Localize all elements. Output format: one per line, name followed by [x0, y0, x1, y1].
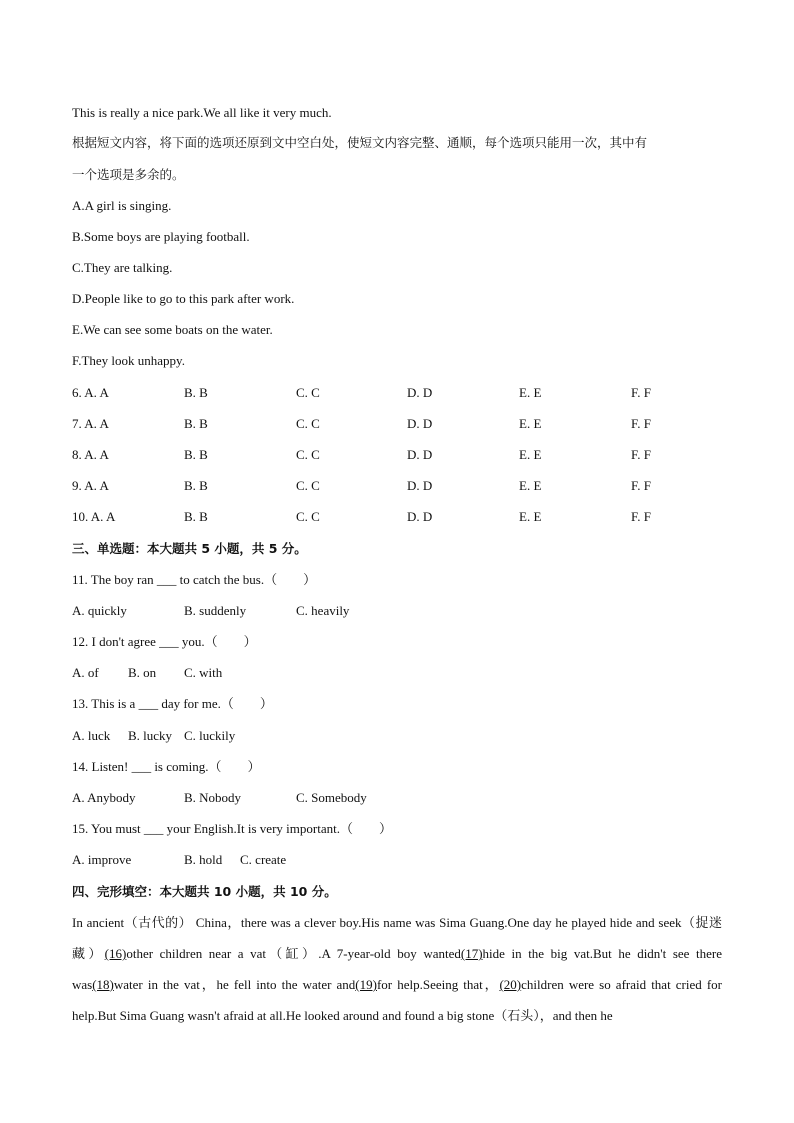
option-f[interactable]: F. F [631, 447, 651, 462]
cloze-text: children were so afraid that cried for help.But Sima Guang wasn't afraid at all.He looked around and found a big stone（石头），and then he [72, 977, 722, 1023]
option-b[interactable]: B. B [184, 509, 208, 524]
q14-option-b[interactable]: B. Nobody [184, 790, 242, 805]
choice-f: F.They look unhappy. [72, 353, 185, 368]
q13-option-b[interactable]: B. lucky [128, 728, 173, 743]
option-f[interactable]: F. F [631, 509, 651, 524]
option-a[interactable]: 9. A. A [72, 478, 109, 493]
option-d[interactable]: D. D [407, 385, 433, 400]
option-b[interactable]: B. B [184, 447, 208, 462]
q12-option-b[interactable]: B. on [128, 665, 157, 680]
option-f[interactable]: F. F [631, 385, 651, 400]
section-4-heading: 四、完形填空：本大题共 10 小题，共 10 分。 [72, 884, 337, 899]
option-d[interactable]: D. D [407, 416, 433, 431]
q12-option-c[interactable]: C. with [184, 665, 223, 680]
blank-16[interactable]: (16) [104, 946, 127, 961]
option-e[interactable]: E. E [519, 447, 542, 462]
q14-option-a[interactable]: A. Anybody [72, 790, 136, 805]
q13-option-a[interactable]: A. luck [72, 728, 111, 743]
cloze-text: water in the vat，he fell into the water and [113, 977, 356, 992]
choice-c: C.They are talking. [72, 260, 173, 275]
question-15-stem: 15. You must ___ your English.It is very important.（ ） [72, 821, 392, 836]
option-d[interactable]: D. D [407, 478, 433, 493]
option-a[interactable]: 6. A. A [72, 385, 109, 400]
question-14-stem: 14. Listen! ___ is coming.（ ） [72, 759, 261, 774]
option-e[interactable]: E. E [519, 478, 542, 493]
question-12-stem: 12. I don't agree ___ you.（ ） [72, 634, 257, 649]
option-e[interactable]: E. E [519, 416, 542, 431]
option-c[interactable]: C. C [296, 447, 320, 462]
blank-19[interactable]: (19) [355, 977, 377, 992]
instructions-line-1: 根据短文内容，将下面的选项还原到文中空白处，使短文内容完整、通顺，每个选项只能用一次，其中有 [72, 135, 648, 150]
question-13-stem: 13. This is a ___ day for me.（ ） [72, 696, 273, 711]
q11-option-b[interactable]: B. suddenly [184, 603, 247, 618]
q15-option-a[interactable]: A. improve [72, 852, 132, 867]
option-c[interactable]: C. C [296, 416, 320, 431]
option-c[interactable]: C. C [296, 478, 320, 493]
option-c[interactable]: C. C [296, 509, 320, 524]
question-11-stem: 11. The boy ran ___ to catch the bus.（ ） [72, 572, 317, 587]
section-3-heading: 三、单选题：本大题共 5 小题，共 5 分。 [72, 541, 307, 556]
option-b[interactable]: B. B [184, 385, 208, 400]
choice-e: E.We can see some boats on the water. [72, 322, 273, 337]
q15-option-c[interactable]: C. create [240, 852, 287, 867]
option-b[interactable]: B. B [184, 478, 208, 493]
cloze-text: other children near a vat（缸）.A 7-year-old boy wanted [126, 946, 461, 961]
cloze-text: In ancient（古代的） China，there was a clever boy.His name was Sima Guang.One day he played hide and seek（捉迷藏） [72, 915, 722, 961]
q15-option-b[interactable]: B. hold [184, 852, 223, 867]
option-e[interactable]: E. E [519, 385, 542, 400]
cloze-text: hide in the big vat.But he didn't see there was [72, 946, 722, 992]
option-e[interactable]: E. E [519, 509, 542, 524]
cloze-text: for help.Seeing that， [376, 977, 500, 992]
option-a[interactable]: 10. A. A [72, 509, 116, 524]
q14-option-c[interactable]: C. Somebody [296, 790, 367, 805]
q12-option-a[interactable]: A. of [72, 665, 99, 680]
choice-b: B.Some boys are playing football. [72, 229, 250, 244]
option-c[interactable]: C. C [296, 385, 320, 400]
q11-option-a[interactable]: A. quickly [72, 603, 127, 618]
q11-option-c[interactable]: C. heavily [296, 603, 350, 618]
option-f[interactable]: F. F [631, 478, 651, 493]
blank-18[interactable]: (18) [92, 977, 114, 992]
choice-a: A.A girl is singing. [72, 198, 172, 213]
option-f[interactable]: F. F [631, 416, 651, 431]
intro-line: This is really a nice park.We all like it very much. [72, 105, 332, 120]
instructions-line-2: 一个选项是多余的。 [72, 167, 185, 182]
blank-20[interactable]: (20) [499, 977, 522, 992]
blank-17[interactable]: (17) [460, 946, 483, 961]
option-d[interactable]: D. D [407, 509, 433, 524]
option-b[interactable]: B. B [184, 416, 208, 431]
option-a[interactable]: 7. A. A [72, 416, 109, 431]
q13-option-c[interactable]: C. luckily [184, 728, 236, 743]
cloze-passage [72, 907, 722, 1031]
choice-d: D.People like to go to this park after work. [72, 291, 295, 306]
option-a[interactable]: 8. A. A [72, 447, 109, 462]
option-d[interactable]: D. D [407, 447, 433, 462]
